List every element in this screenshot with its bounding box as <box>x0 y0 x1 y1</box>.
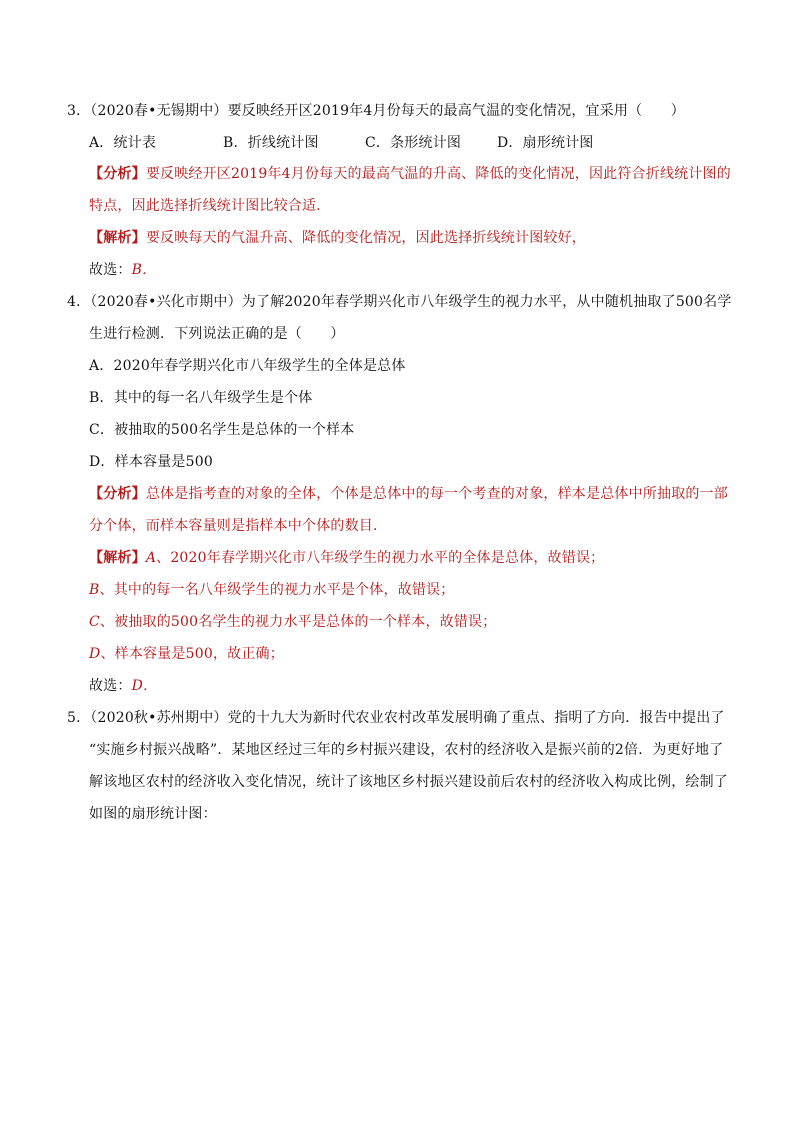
q4-analysis-line2: 分个体，而样本容量则是指样本中个体的数目． <box>89 518 388 534</box>
q4-analysis-text: 总体是指考查的对象的全体，个体是总体中的每一个考查的对象，样本是总体中所抽取的一部 <box>145 486 729 502</box>
q3-solution-text: 要反映每天的气温升高、降低的变化情况，因此选择折线统计图较好， <box>145 230 587 246</box>
answer-prefix: 故选： <box>89 678 132 694</box>
solution-text: 、2020年春学期兴化市八年级学生的视力水平的全体是总体，故错误； <box>156 550 605 566</box>
q4-option-a[interactable]: A．2020年春学期兴化市八年级学生的全体是总体 <box>89 358 406 374</box>
q5-stem-line2: “实施乡村振兴战略”．某地区经过三年的乡村振兴建设，农村的经济收入是振兴前的2倍．为更好地了 <box>89 742 724 758</box>
q4-solution-line-c <box>89 612 496 632</box>
q4-stem-line1: 4．（2020春•兴化市期中）为了解2020年春学期兴化市八年级学生的视力水平，从中随机抽取了500名学 <box>67 294 732 310</box>
solution-tag: 【解析】 <box>89 230 146 246</box>
solution-tag: 【解析】 <box>89 550 146 566</box>
q4-solution-line-a <box>89 548 604 568</box>
q3-option-c[interactable]: C．条形统计图 <box>365 135 462 151</box>
q4-solution-line-d <box>89 644 284 664</box>
q3-option-b[interactable]: B．折线统计图 <box>223 135 319 151</box>
answer-prefix: 故选： <box>89 262 132 278</box>
q5-stem-line3: 解该地区农村的经济收入变化情况，统计了该地区乡村振兴建设前后农村的经济收入构成比例，绘制了 <box>89 774 728 790</box>
q4-answer-letter: D． <box>131 678 158 694</box>
solution-letter: D <box>89 646 101 662</box>
q4-analysis-line1 <box>89 484 728 504</box>
q3-analysis-line2: 特点，因此选择折线统计图比较合适． <box>89 198 331 214</box>
q5-stem-line1: 5．（2020秋•苏州期中）党的十九大为新时代农业农村改革发展明确了重点、指明了方向．报告中提出了 <box>67 710 725 726</box>
solution-letter: C <box>89 614 100 630</box>
analysis-tag: 【分析】 <box>89 486 146 502</box>
q5-stem-line4: 如图的扇形统计图： <box>89 806 217 822</box>
q3-answer-letter: B． <box>131 262 157 278</box>
q3-analysis-text: 要反映经开区2019年4月份每天的最高气温的升高、降低的变化情况，因此符合折线统计图的 <box>145 166 731 182</box>
q3-stem: 3．（2020春•无锡期中）要反映经开区2019年4月份每天的最高气温的变化情况，宜采用（ ） <box>67 103 685 119</box>
analysis-tag: 【分析】 <box>89 166 146 182</box>
solution-letter: B <box>89 582 100 598</box>
q4-option-c[interactable]: C．被抽取的500名学生是总体的一个样本 <box>89 422 355 438</box>
q4-option-b[interactable]: B．其中的每一名八年级学生是个体 <box>89 390 313 406</box>
solution-text: 、被抽取的500名学生的视力水平是总体的一个样本，故错误； <box>99 614 497 630</box>
q3-solution-line1 <box>89 228 586 248</box>
q3-answer <box>89 260 156 280</box>
q3-option-a[interactable]: A．统计表 <box>89 135 157 151</box>
q3-analysis-line1 <box>89 164 731 184</box>
solution-letter: A <box>145 550 157 566</box>
q4-answer <box>89 676 157 696</box>
solution-text: 、样本容量是500，故正确； <box>100 646 284 662</box>
q4-solution-line-b <box>89 580 455 600</box>
q4-stem-line2: 生进行检测．下列说法正确的是（ ） <box>89 326 345 342</box>
q4-option-d[interactable]: D．样本容量是500 <box>89 454 213 470</box>
q3-option-d[interactable]: D．扇形统计图 <box>497 135 594 151</box>
solution-text: 、其中的每一名八年级学生的视力水平是个体，故错误； <box>99 582 455 598</box>
